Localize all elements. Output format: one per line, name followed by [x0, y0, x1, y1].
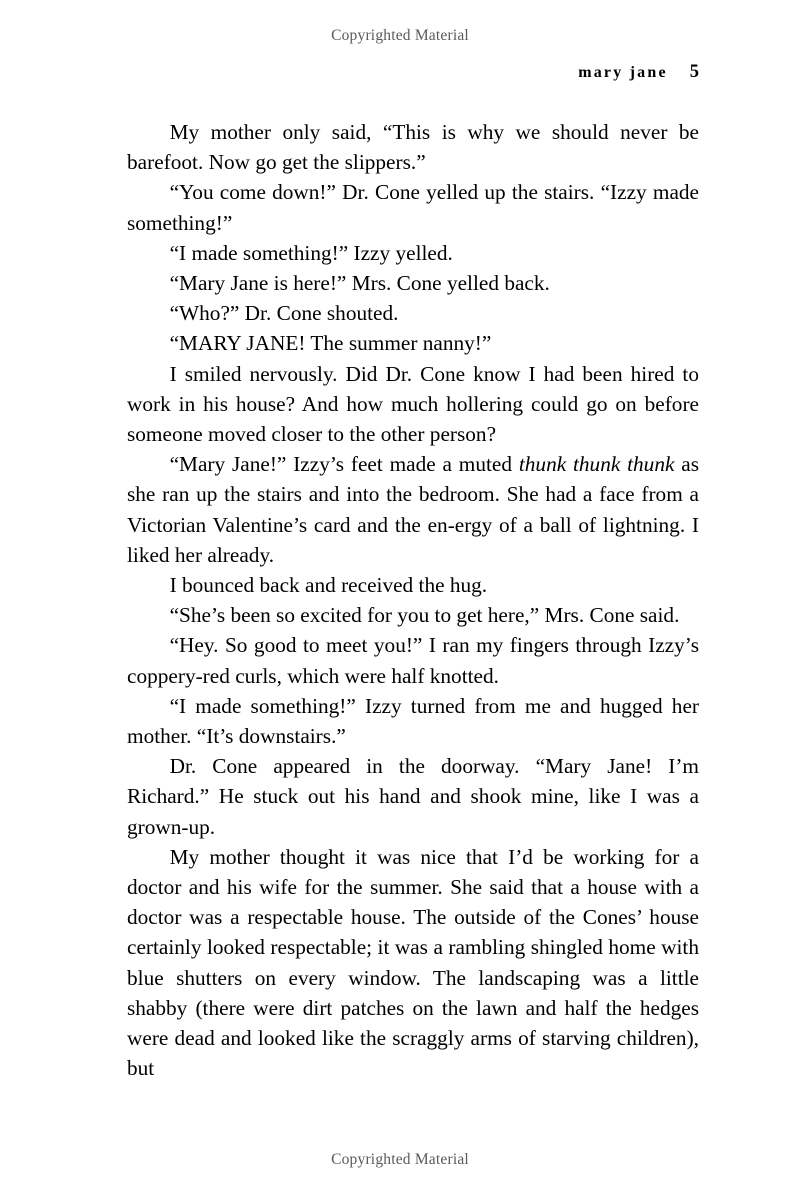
paragraph: “You come down!” Dr. Cone yelled up the stairs. “Izzy made something!”: [127, 180, 699, 235]
paragraph: “Hey. So good to meet you!” I ran my fingers through Izzy’s coppery-red curls, which were half knotted.: [127, 633, 699, 688]
running-head: [578, 62, 699, 83]
body-text: [127, 117, 699, 1084]
page-number: 5: [689, 62, 699, 82]
paragraph: “I made something!” Izzy turned from me and hugged her mother. “It’s downstairs.”: [127, 693, 699, 749]
paragraph: “I made something!” Izzy yelled.: [169, 240, 453, 265]
paragraph: My mother only said, “This is why we should never be barefoot. Now go get the slippers.”: [127, 120, 699, 175]
copyright-watermark-bottom: Copyrighted Material: [331, 1151, 469, 1168]
paragraph: “MARY JANE! The summer nanny!”: [169, 331, 492, 356]
paragraph: My mother thought it was nice that I’d be working for a doctor and his wife for the summer. She said that a house with a doctor was a respectable house. The outside of the Cones’ house certainly looked respectable; it was a rambling shingled home with blue shutters on every window. The landscaping was a little shabby (there were dirt patches on the lawn and half the hedges were dead and looked like the scraggly arms of starving children), but: [127, 844, 699, 1081]
paragraph-text-before: “Mary Jane!” Izzy’s feet made a muted: [169, 452, 519, 477]
paragraph: I smiled nervously. Did Dr. Cone know I had been hired to work in his house? And how much hollering could go on before someone moved closer to the other person?: [127, 361, 699, 447]
paragraph: “She’s been so excited for you to get here,” Mrs. Cone said.: [169, 603, 680, 628]
running-head-book-title: mary jane: [578, 64, 668, 81]
paragraph-text-after: as she ran up the stairs and into the bedroom. She had a face from a Victorian Valentine’s card and the en-ergy of a ball of lightning. I liked her already.: [127, 452, 699, 567]
paragraph: I bounced back and received the hug.: [169, 573, 488, 598]
emphasized-text: thunk thunk thunk: [518, 452, 675, 477]
copyright-watermark-top: Copyrighted Material: [331, 27, 469, 44]
paragraph: “Mary Jane is here!” Mrs. Cone yelled back.: [169, 271, 550, 296]
paragraph: “Who?” Dr. Cone shouted.: [169, 301, 399, 326]
paragraph: Dr. Cone appeared in the doorway. “Mary Jane! I’m Richard.” He stuck out his hand and shook mine, like I was a grown-up.: [127, 754, 699, 839]
paragraph-with-italics: [127, 449, 699, 570]
